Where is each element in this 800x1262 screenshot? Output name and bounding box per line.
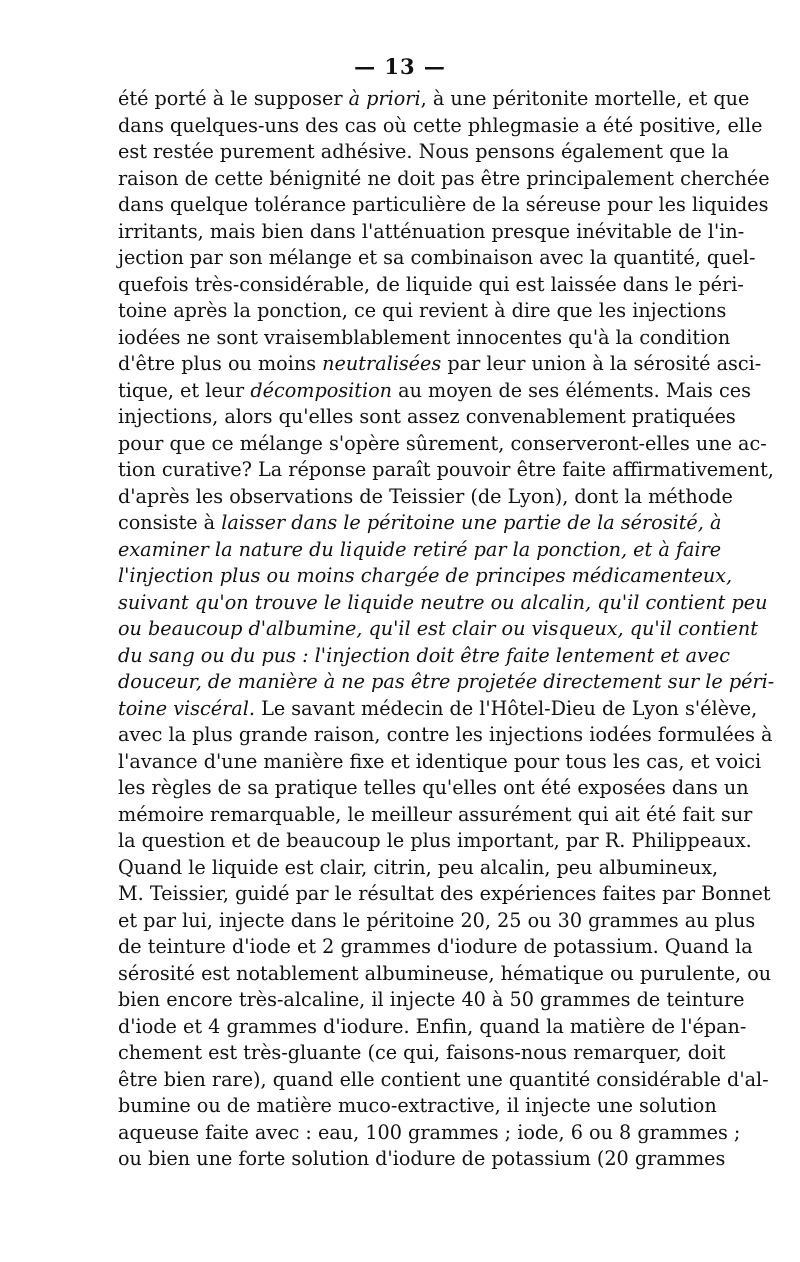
text-line: ou bien une forte solution d'iodure de potassium (20 grammes [118, 1147, 726, 1170]
text-line: été porté à le supposer à priori, à une péritonite mortelle, et que [118, 87, 750, 110]
text-line: M. Teissier, guidé par le résultat des expériences faites par Bonnet [118, 882, 771, 905]
text-line: mémoire remarquable, le meilleur assurément qui ait été fait sur [118, 802, 753, 826]
text-line: les règles de sa pratique telles qu'elles ont été exposées dans un [118, 776, 749, 799]
text-line: irritants, mais bien dans l'atténuation presque inévitable de l'in- [118, 219, 745, 243]
text-line: d'après les observations de Teissier (de Lyon), dont la méthode [118, 484, 733, 508]
text-line: chement est très-gluante (ce qui, faisons-nous remarquer, doit [118, 1041, 726, 1064]
text-line: injections, alors qu'elles sont assez convenablement pratiquées [118, 405, 736, 428]
text-line: iodées ne sont vraisemblablement innocentes qu'à la condition [118, 325, 731, 349]
text-line: la question et de beaucoup le plus important, par R. Philippeaux. [118, 829, 752, 852]
text-line: du sang ou du pus : l'injection doit être faite lentement et avec [118, 643, 730, 667]
text-line: avec la plus grande raison, contre les injections iodées formulées à [118, 723, 773, 746]
text-line: douceur, de manière à ne pas être projetée directement sur le péri- [118, 670, 775, 693]
text-line: examiner la nature du liquide retiré par la ponction, et à faire [118, 537, 722, 561]
text-line: consiste à laisser dans le péritoine une partie de la sérosité, à [118, 511, 722, 534]
text-line: bumine ou de matière muco-extractive, il injecte une solution [118, 1094, 717, 1117]
text-line: toine après la ponction, ce qui revient à dire que les injections [118, 299, 727, 322]
text-line: jection par son mélange et sa combinaison avec la quantité, quel- [118, 246, 756, 269]
text-line: dans quelques-uns des cas où cette phlegmasie a été positive, elle [118, 113, 763, 137]
text-line: et par lui, injecte dans le péritoine 20, 25 ou 30 grammes au plus [118, 908, 756, 932]
text-line: ou beaucoup d'albumine, qu'il est clair ou visqueux, qu'il contient [118, 617, 758, 640]
text-line: d'être plus ou moins neutralisées par leur union à la sérosité asci- [118, 352, 762, 375]
text-line: tique, et leur décomposition au moyen de ses éléments. Mais ces [118, 378, 751, 402]
text-line: tion curative? La réponse paraît pouvoir être faite affirmativement, [118, 458, 774, 481]
text-line: Quand le liquide est clair, citrin, peu alcalin, peu albumineux, [118, 855, 719, 879]
text-line: quefois très-considérable, de liquide qui est laissée dans le péri- [118, 272, 744, 296]
text-line: l'injection plus ou moins chargée de principes médicamenteux, [118, 564, 733, 587]
text-line: bien encore très-alcaline, il injecte 40 à 50 grammes de teinture [118, 988, 745, 1011]
page-number: — 13 — [354, 54, 446, 79]
text-line: suivant qu'on trouve le liquide neutre ou alcalin, qu'il contient peu [118, 590, 768, 614]
text-line: aqueuse faite avec : eau, 100 grammes ; iode, 6 ou 8 grammes ; [118, 1120, 741, 1144]
text-line: dans quelque tolérance particulière de la séreuse pour les liquides [118, 193, 769, 216]
text-line: sérosité est notablement albumineuse, hématique ou purulente, ou [118, 961, 772, 985]
text-line: de teinture d'iode et 2 grammes d'iodure de potassium. Quand la [118, 935, 753, 958]
body-text [118, 86, 775, 1173]
text-line: toine viscéral. Le savant médecin de l'Hôtel-Dieu de Lyon s'élève, [118, 696, 758, 720]
text-line: pour que ce mélange s'opère sûrement, conserveront-elles une ac- [118, 431, 767, 455]
text-line: raison de cette bénignité ne doit pas être principalement cherchée [118, 166, 770, 190]
text-line: est restée purement adhésive. Nous pensons également que la [118, 140, 729, 163]
text-line: d'iode et 4 grammes d'iodure. Enfin, quand la matière de l'épan- [118, 1014, 747, 1038]
text-line: l'avance d'une manière fixe et identique pour tous les cas, et voici [118, 749, 762, 773]
text-line: être bien rare), quand elle contient une quantité considérable d'al- [118, 1067, 769, 1091]
